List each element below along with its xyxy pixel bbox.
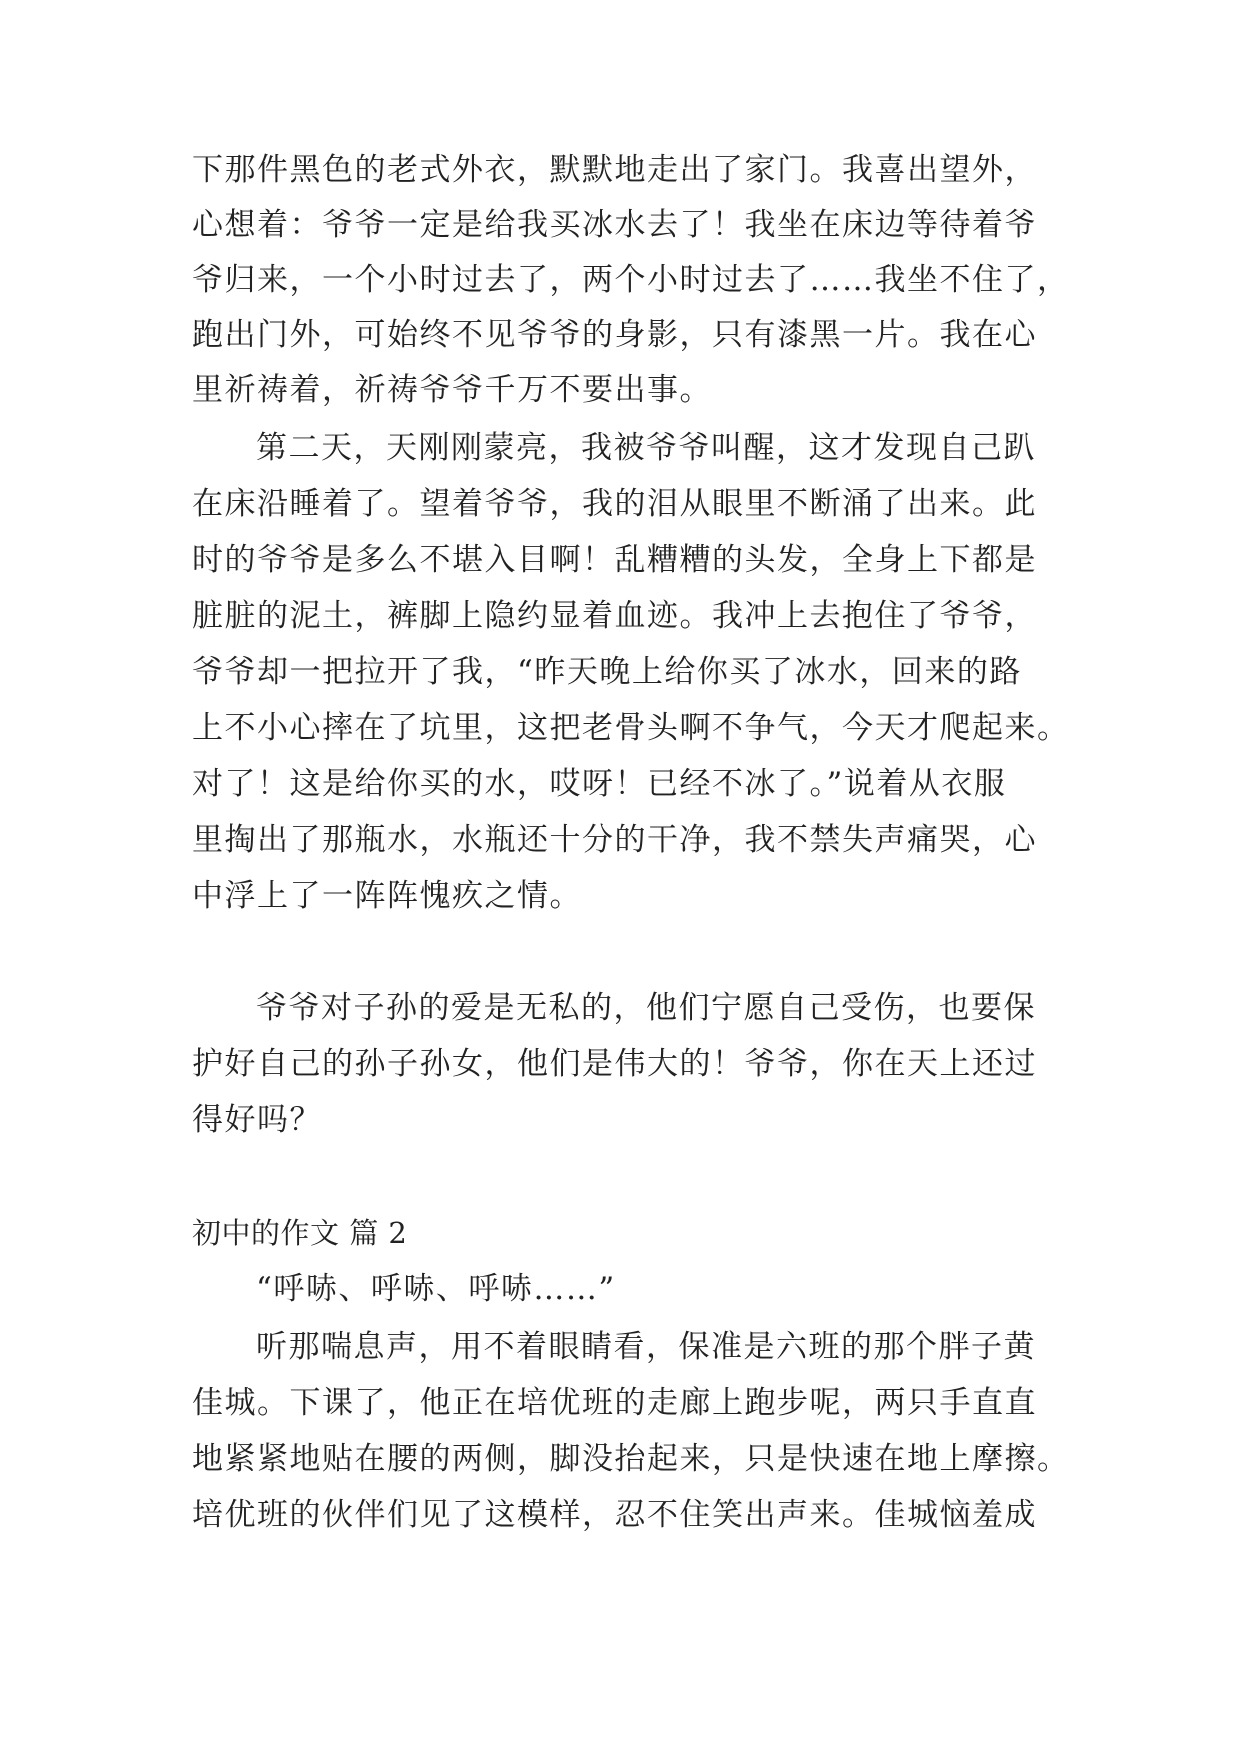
opening-line: “呼哧、呼哧、呼哧……” (256, 1271, 616, 1307)
text-line: 得好吗？ (192, 1102, 322, 1138)
essay-heading: 初中的作文 篇 2 (192, 1216, 408, 1250)
text-line: 里祈祷着，祈祷爷爷千万不要出事。 (192, 372, 712, 408)
text-line: 下那件黑色的老式外衣，默默地走出了家门。我喜出望外， (192, 152, 1037, 188)
text-line: 脏脏的泥土，裤脚上隐约显着血迹。我冲上去抱住了爷爷， (192, 598, 1037, 634)
text-line: 护好自己的孙子孙女，他们是伟大的！爷爷，你在天上还过 (192, 1046, 1037, 1082)
text-line: 爷爷却一把拉开了我，“昨天晚上给你买了冰水，回来的路 (192, 654, 1022, 690)
text-line: 佳城。下课了，他正在培优班的走廊上跑步呢，两只手直直 (192, 1385, 1037, 1421)
text-line: 地紧紧地贴在腰的两侧，脚没抬起来，只是快速在地上摩擦。 (192, 1441, 1070, 1477)
text-line: 时的爷爷是多么不堪入目啊！乱糟糟的头发，全身上下都是 (192, 542, 1037, 578)
text-line-indented: 第二天，天刚刚蒙亮，我被爷爷叫醒，这才发现自己趴 (256, 430, 1036, 466)
text-line: 培优班的伙伴们见了这模样，忍不住笑出声来。佳城恼羞成 (192, 1497, 1037, 1533)
text-line: 里掏出了那瓶水，水瓶还十分的干净，我不禁失声痛哭，心 (192, 822, 1037, 858)
text-line: 中浮上了一阵阵愧疚之情。 (192, 878, 582, 914)
text-line: 跑出门外，可始终不见爷爷的身影，只有漆黑一片。我在心 (192, 317, 1037, 353)
text-line: 上不小心摔在了坑里，这把老骨头啊不争气，今天才爬起来。 (192, 710, 1070, 746)
text-line: 爷归来，一个小时过去了，两个小时过去了……我坐不住了， (192, 262, 1070, 298)
text-line: 在床沿睡着了。望着爷爷，我的泪从眼里不断涌了出来。此 (192, 486, 1037, 522)
text-line: 心想着：爷爷一定是给我买冰水去了！我坐在床边等待着爷 (192, 207, 1037, 243)
text-line-indented: 听那喘息声，用不着眼睛看，保准是六班的那个胖子黄 (256, 1329, 1036, 1365)
text-line-indented: 爷爷对子孙的爱是无私的，他们宁愿自己受伤，也要保 (256, 990, 1036, 1026)
text-line: 对了！这是给你买的水，哎呀！已经不冰了。”说着从衣服 (192, 766, 1007, 802)
